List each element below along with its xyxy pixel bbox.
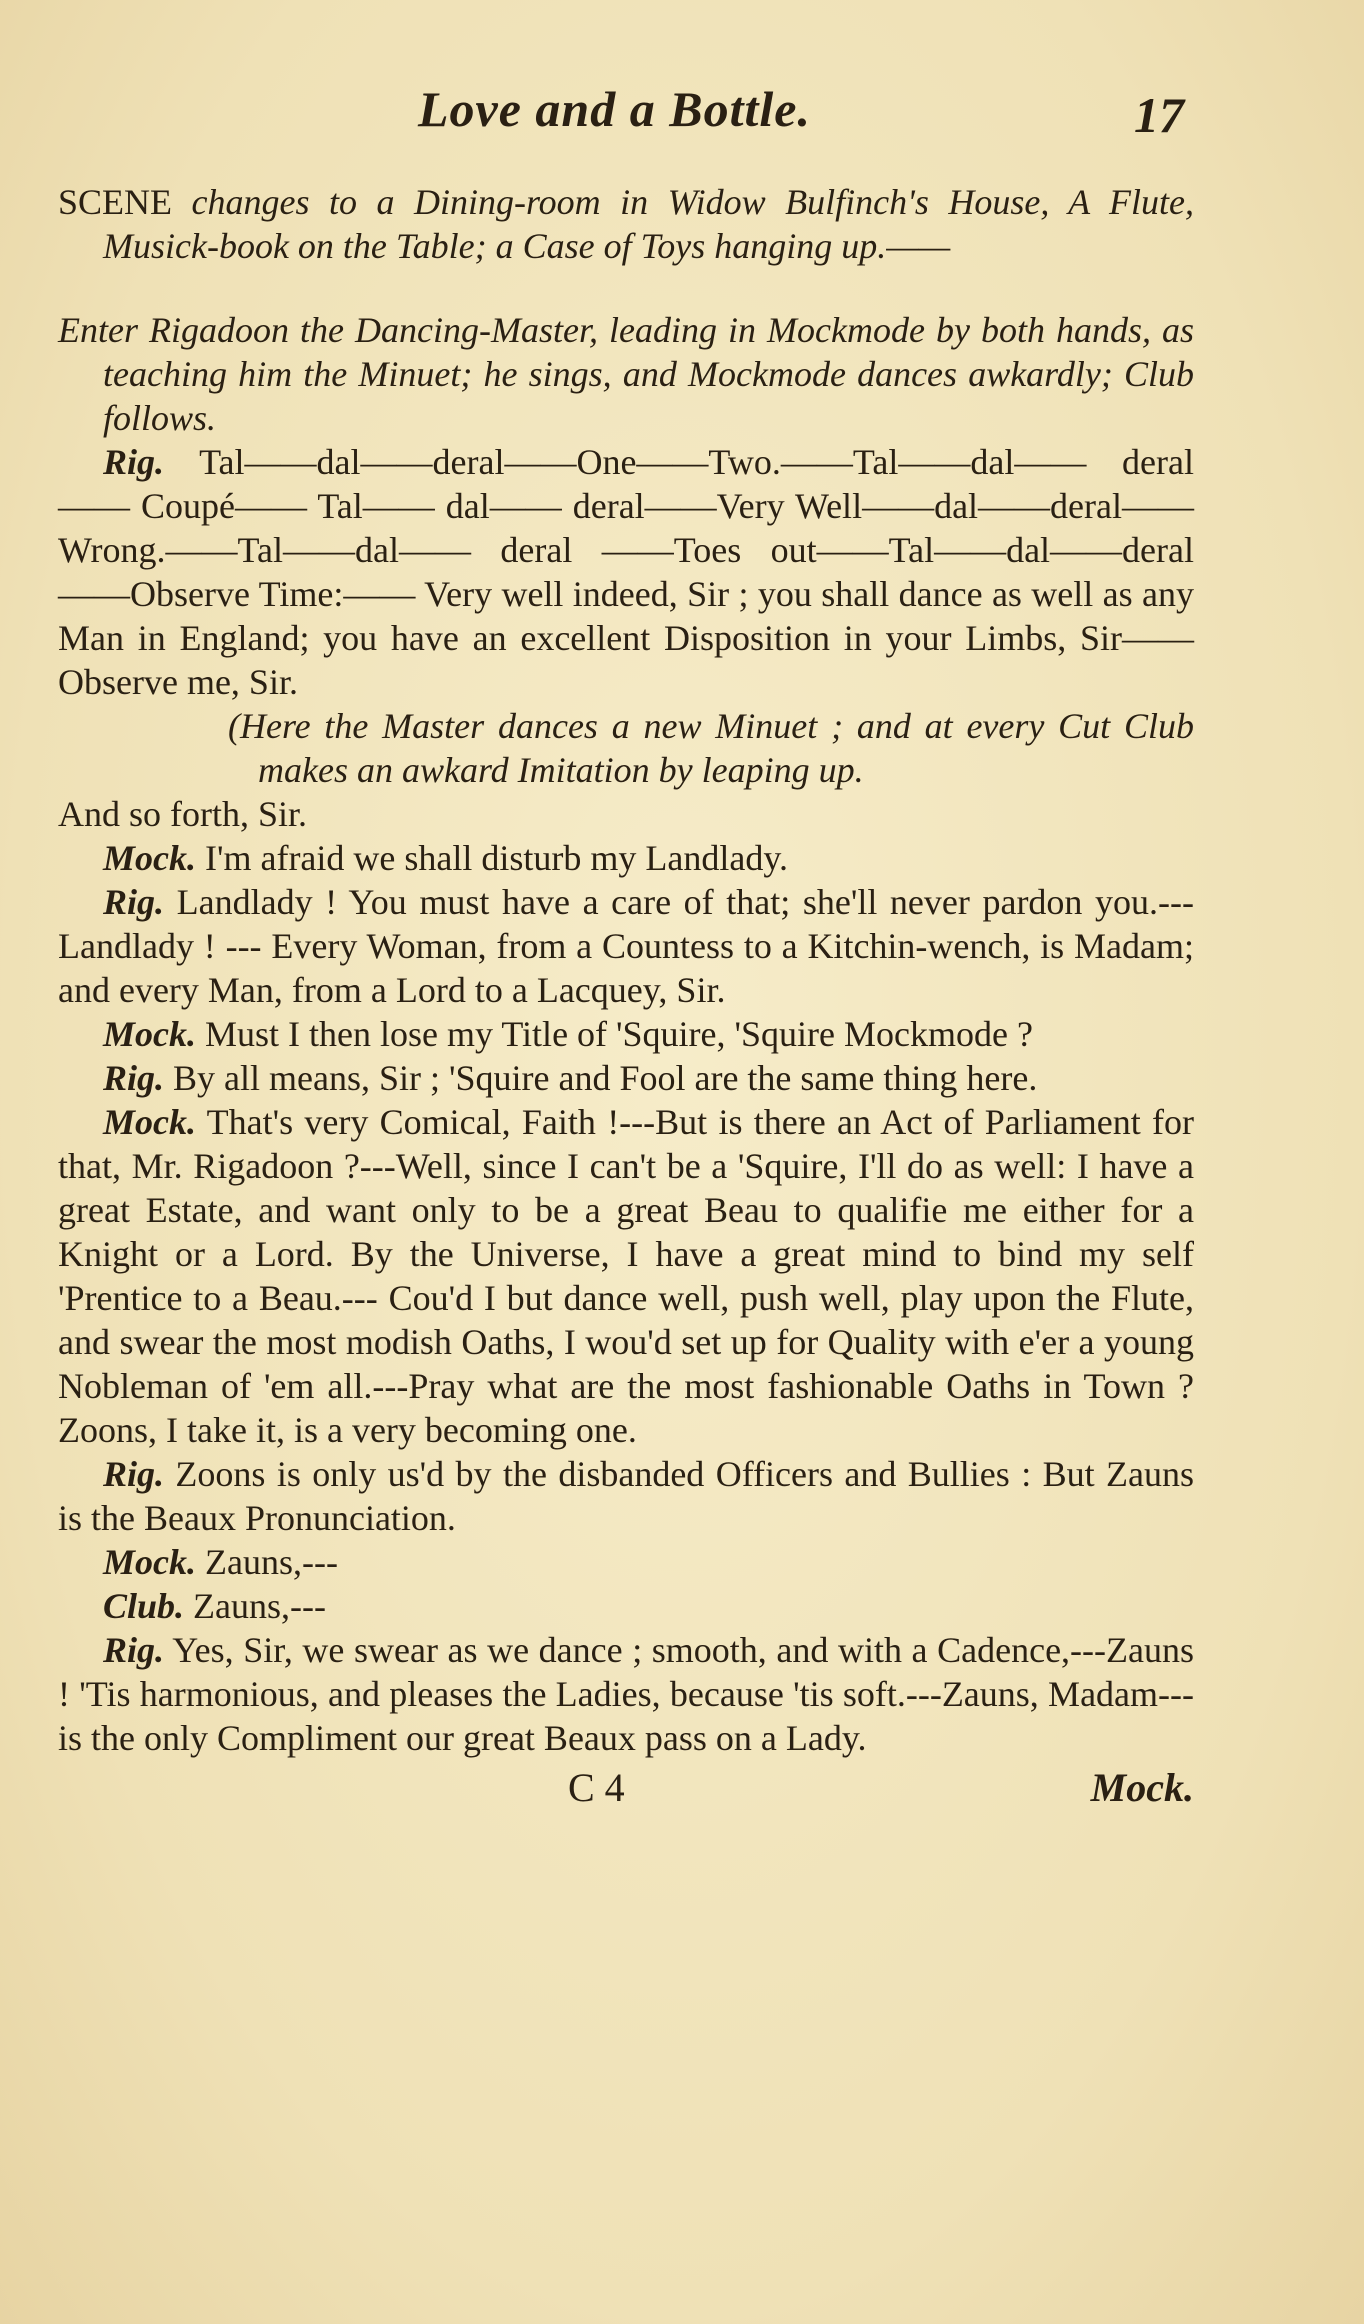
speech	[58, 836, 1194, 880]
speech	[58, 880, 1194, 1012]
speech-text: That's very Comical, Faith !---But is there an Act of Parliament for that, Mr. Rigadoon ?---Well, since I can't be a 'Squire, I'll do as well: I have a great Estate, and want only to be a great Beau to qualifie me either for a Knight or a Lord. By the Universe, I have a great mind to bind my self 'Prentice to a Beau.--- Cou'd I but dance well, push well, play upon the Flute, and swear the most modish Oaths, I wou'd set up for Quality with e'er a young Nobleman of 'em all.---Pray what are the most fashionable Oaths in Town ? Zoons, I take it, is a very becoming one.	[58, 1102, 1194, 1450]
speech	[58, 1100, 1194, 1452]
speech	[58, 792, 1194, 836]
scene-lead: SCENE	[58, 182, 173, 222]
speaker-name: Mock.	[103, 838, 196, 878]
speaker-name: Mock.	[103, 1014, 196, 1054]
page-number: 17	[1134, 87, 1184, 143]
speaker-name: Rig.	[103, 442, 165, 482]
speaker-name: Rig.	[103, 1630, 165, 1670]
speech	[58, 1012, 1194, 1056]
scene-text: changes to a Dining-room in Widow Bulfinch's House, A Flute, Musick-book on the Table; a Case of Toys hanging up.——	[103, 182, 1194, 266]
speaker-name: Rig.	[103, 882, 165, 922]
speech	[58, 1056, 1194, 1100]
entrance-text: Rigadoon the Dancing-Master, leading in Mockmode by both hands, as teaching him the Minuet; he sings, and Mockmode dances awkardly; Club follows.	[103, 310, 1194, 438]
speech	[58, 1540, 1194, 1584]
body-text	[58, 180, 1194, 1760]
spacer	[58, 268, 1194, 308]
speech-text: Zoons is only us'd by the disbanded Officers and Bullies : But Zauns is the Beaux Pronunciation.	[58, 1454, 1194, 1538]
speech-text: Tal——dal——deral——One——Two.——Tal——dal—— deral—— Coupé—— Tal—— dal—— deral——Very Well——dal——deral——Wrong.——Tal——dal—— deral ——Toes out——Tal——dal——deral——Observe Time:—— Very well indeed, Sir ; you shall dance as well as any Man in England; you have an excellent Disposition in your Limbs, Sir——Observe me, Sir.	[58, 442, 1194, 702]
signature-mark: C 4	[568, 1765, 625, 1810]
speech-text: Zauns,---	[196, 1542, 338, 1582]
speaker-name: Rig.	[103, 1058, 165, 1098]
running-title: Love and a Bottle.	[418, 81, 811, 137]
entrance-lead: Enter	[58, 310, 138, 350]
speech	[58, 1628, 1194, 1760]
speech	[58, 1452, 1194, 1540]
entrance-direction	[58, 308, 1194, 440]
speaker-name: Mock.	[103, 1542, 196, 1582]
running-head	[58, 80, 1194, 180]
speech-text: Yes, Sir, we swear as we dance ; smooth, and with a Cadence,---Zauns ! 'Tis harmonious, and pleases the Ladies, because 'tis soft.---Zauns, Madam--- is the only Compliment our great Beaux pass on a Lady.	[58, 1630, 1194, 1758]
speech	[58, 1584, 1194, 1628]
speech-text: Zauns,---	[184, 1586, 326, 1626]
catchword: Mock.	[1090, 1765, 1194, 1810]
speaker-name: Rig.	[103, 1454, 165, 1494]
speech-text: Landlady ! You must have a care of that; she'll never pardon you.--- Landlady ! --- Every Woman, from a Countess to a Kitchin-wench, is Madam; and every Man, from a Lord to a Lacquey, Sir.	[58, 882, 1194, 1010]
page-footer	[58, 1764, 1194, 1824]
scene-heading	[58, 180, 1194, 268]
speech-text: By all means, Sir ; 'Squire and Fool are the same thing here.	[164, 1058, 1038, 1098]
speech-text: And so forth, Sir.	[58, 794, 308, 834]
direction-text: (Here the Master dances a new Minuet ; and at every Cut Club makes an awkard Imitation by leaping up.	[228, 706, 1194, 790]
dialogue	[58, 440, 1194, 1760]
stage-direction	[58, 704, 1194, 792]
speaker-name: Mock.	[103, 1102, 196, 1142]
speech	[58, 440, 1194, 704]
speaker-name: Club.	[103, 1586, 185, 1626]
speech-text: I'm afraid we shall disturb my Landlady.	[196, 838, 788, 878]
speech-text: Must I then lose my Title of 'Squire, 'Squire Mockmode ?	[196, 1014, 1033, 1054]
